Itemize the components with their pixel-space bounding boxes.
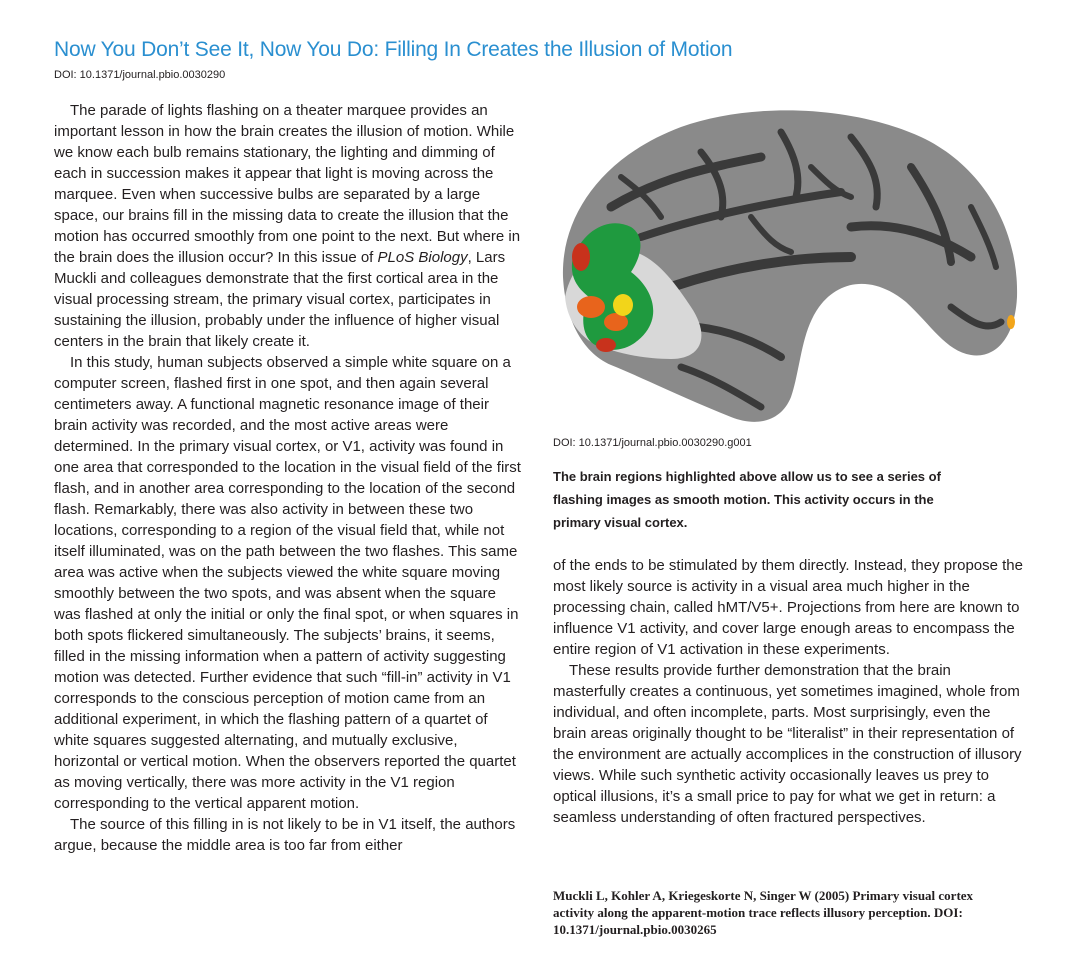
paragraph-1-start: The parade of lights flashing on a theater marquee provides an important lesson in how the brain creates the illusion of motion. While we know each bulb remains stationary, the lighting and dimming of each in succession makes it appear that light is moving across the marquee. Even when successive bulbs are separated by a large space, our brains fill in the missing data to create the illusion that the motion has occurred smoothly from one point to the next. But where in the brain does the illusion occur? In this issue of xyxy=(54,102,521,266)
figure-caption: The brain regions highlighted above allow us to see a series of flashing images as smooth motion. This activity occurs in the primary visual cortex. xyxy=(553,469,941,530)
paragraph-1 xyxy=(54,100,524,352)
right-column xyxy=(553,555,1023,828)
activation-red-region-2 xyxy=(596,338,616,352)
paragraph-4: These results provide further demonstration that the brain masterfully creates a continuous, yet sometimes imagined, whole from individual, and often incomplete, parts. Most surprisingly, even the brain areas originally thought to be “literalist” in their representation of the environment are actually accomplices in the construction of illusory views. While such synthetic activity occasionally leaves us prey to optical illusions, it’s a small price to pay for what we get in return: a seamless understanding of often fractured perspectives. xyxy=(553,662,1022,826)
article-title: Now You Don’t See It, Now You Do: Filling In Creates the Illusion of Motion xyxy=(54,38,733,61)
paragraph-3-start: The source of this filling in is not likely to be in V1 itself, the authors argue, because the middle area is too far from either xyxy=(54,816,516,854)
article-doi: DOI: 10.1371/journal.pbio.0030290 xyxy=(54,69,226,81)
paragraph-2: In this study, human subjects observed a simple white square on a computer screen, flashed first in one spot, and then again several centimeters away. A functional magnetic resonance image of their brain activity was recorded, and the most active areas were determined. In the primary visual cortex, or V1, activity was found in one area that corresponded to the location in the visual field of the first flash, and in another area corresponding to the location of the second flash. Remarkably, there was also activity in between these two locations, corresponding to a region of the visual field that, while not itself illuminated, was on the path between the two flashes. This same area was active when the subjects viewed the white square moving smoothly between the two spots, and was absent when the square was flashed at only the initial or only the final spot, or when squares in both spots flickered simultaneously. The subjects’ brains, it seems, filled in the missing information when a pattern of activity suggesting motion was detected. Further evidence that such “fill-in” activity in V1 corresponds to the conscious perception of motion came from an additional experiment, in which the flashing pattern of a quartet of white squares suggested alternating, and mutually exclusive, horizontal or vertical motion. When the observers reported the quartet as moving vertically, there was more activity in the V1 region corresponding to the vertical apparent motion. xyxy=(54,354,521,812)
journal-name: PLoS Biology xyxy=(377,249,468,266)
activation-red-region xyxy=(572,243,590,271)
activation-orange-region-3 xyxy=(1007,315,1015,329)
paragraph-3-continued: of the ends to be stimulated by them directly. Instead, they propose the most likely source is activity in a visual area much higher in the processing chain, called hMT/V5+. Projections from here are known to influence V1 activity, and cover large enough areas to encompass the entire region of V1 activation in these experiments. xyxy=(553,557,1023,658)
left-column xyxy=(54,100,524,856)
brain-image xyxy=(551,97,1021,430)
citation: Muckli L, Kohler A, Kriegeskorte N, Singer W (2005) Primary visual cortex activity along the apparent-motion trace reflects illusory perception. DOI: 10.1371/journal.pbio.0030265 xyxy=(553,888,974,937)
activation-yellow-region xyxy=(613,294,633,316)
figure-doi: DOI: 10.1371/journal.pbio.0030290.g001 xyxy=(553,437,752,449)
paragraph-1-end: , Lars Muckli and colleagues demonstrate that the first cortical area in the visual processing stream, the primary visual cortex, participates in sustaining the illusion, probably under the influence of higher visual centers in the brain that likely create it. xyxy=(54,249,506,350)
brain-figure xyxy=(551,97,1021,430)
activation-orange-region xyxy=(577,296,605,318)
